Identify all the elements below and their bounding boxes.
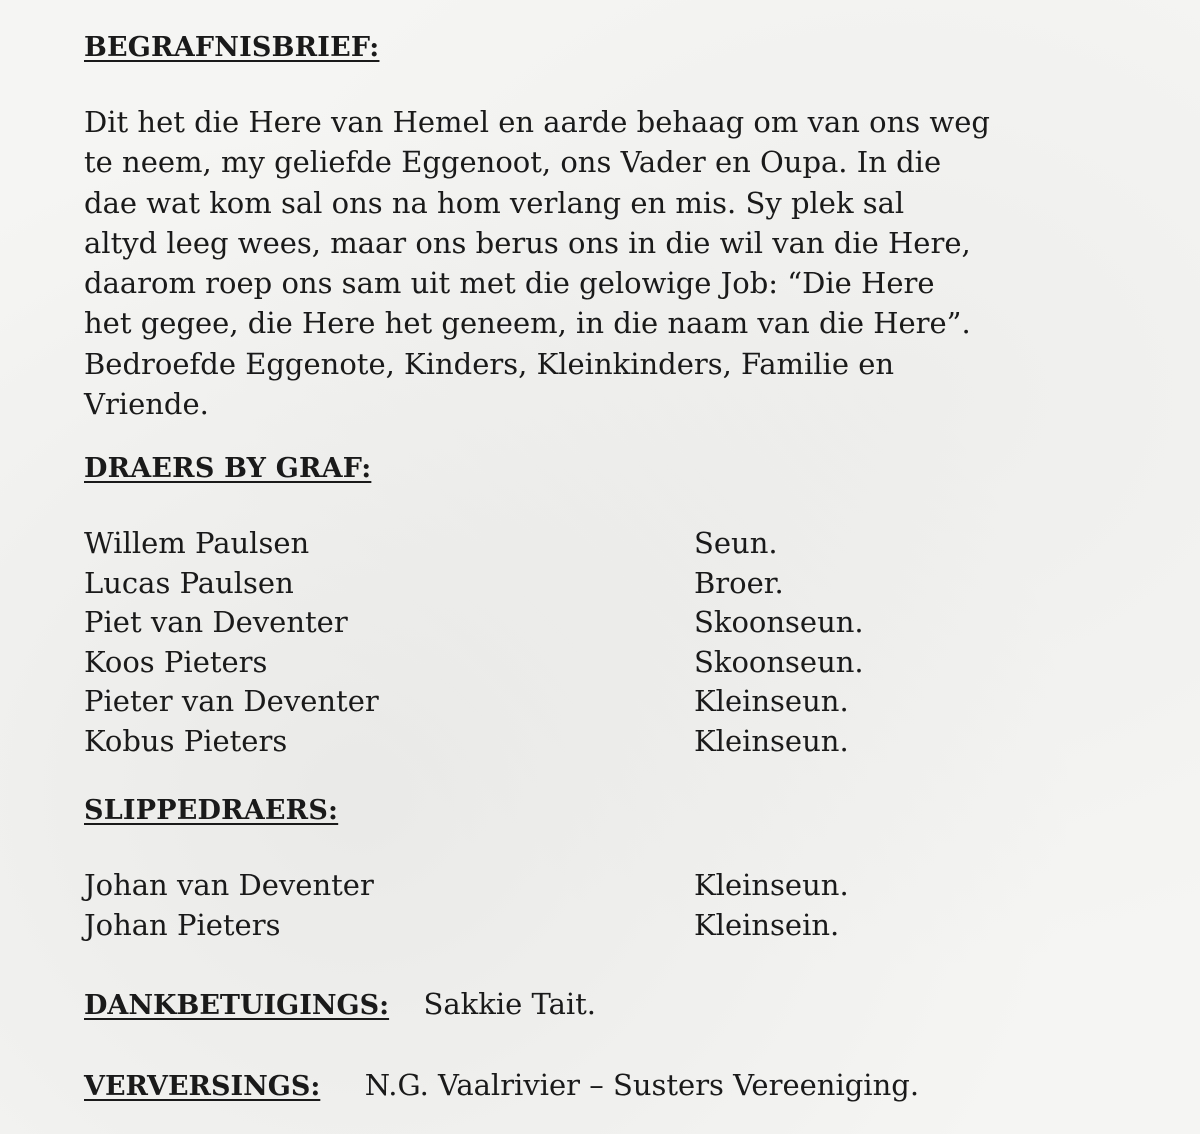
pallbearer-name: Kobus Pieters (84, 723, 288, 758)
verversings-line (84, 1068, 919, 1102)
paragraph-line: Dit het die Here van Hemel en aarde behaag om van ons weg (84, 105, 990, 139)
list-item (84, 603, 984, 643)
slippedraer-name: Johan van Deventer (84, 868, 374, 902)
pallbearer-name: Lucas Paulsen (84, 565, 294, 600)
pallbearer-relation: Kleinseun. (694, 723, 849, 758)
paragraph-line: te neem, my geliefde Eggenoot, ons Vader en Oupa. In die (84, 145, 942, 180)
pallbearer-relation: Broer. (694, 565, 784, 600)
list-item (84, 564, 984, 604)
paragraph-line: altyd leeg wees, maar ons berus ons in die wil van die Here, (84, 225, 971, 260)
paragraph-line: dae wat kom sal ons na hom verlang en mis. Sy plek sal (84, 185, 905, 220)
heading-draers-by-graf: DRAERS BY GRAF: (84, 453, 372, 484)
list-item (84, 682, 984, 722)
list-item (84, 722, 984, 762)
list-item (84, 866, 984, 906)
pallbearer-relation: Skoonseun. (694, 605, 864, 640)
verversings-label: VERVERSINGS: (84, 1071, 321, 1102)
paragraph-line: daarom roep ons sam uit met die gelowige Job: “Die Here (84, 266, 935, 301)
pallbearer-name: Piet van Deventer (84, 605, 348, 640)
funeral-letter-paragraph (84, 102, 1164, 424)
pallbearer-name: Pieter van Deventer (84, 684, 379, 719)
verversings-value: N.G. Vaalrivier – Susters Vereeniging. (364, 1068, 920, 1102)
list-item (84, 643, 984, 683)
pallbearer-relation: Skoonseun. (694, 644, 864, 679)
list-item (84, 524, 984, 564)
slippedraer-relation: Kleinseun. (694, 868, 849, 902)
pallbearer-relation: Kleinseun. (694, 684, 849, 719)
dankbetuigings-label: DANKBETUIGINGS: (84, 990, 390, 1021)
slippedraers-list (84, 866, 984, 945)
pallbearer-name: Willem Paulsen (84, 526, 310, 560)
heading-begrafnisbrief: BEGRAFNISBRIEF: (84, 32, 380, 63)
list-item (84, 906, 984, 946)
slippedraer-name: Johan Pieters (84, 907, 281, 942)
pallbearer-name: Koos Pieters (84, 644, 268, 679)
dankbetuigings-value: Sakkie Tait. (423, 987, 597, 1021)
pallbearers-list (84, 524, 984, 762)
heading-slippedraers: SLIPPEDRAERS: (84, 795, 339, 826)
pallbearer-relation: Seun. (694, 526, 778, 560)
paragraph-line: het gegee, die Here het geneem, in die naam van die Here”. (84, 306, 971, 341)
paragraph-line: Vriende. (84, 387, 209, 422)
paragraph-line: Bedroefde Eggenote, Kinders, Kleinkinders, Familie en (84, 346, 895, 381)
slippedraer-relation: Kleinsein. (694, 907, 840, 942)
dankbetuigings-line (84, 987, 596, 1021)
